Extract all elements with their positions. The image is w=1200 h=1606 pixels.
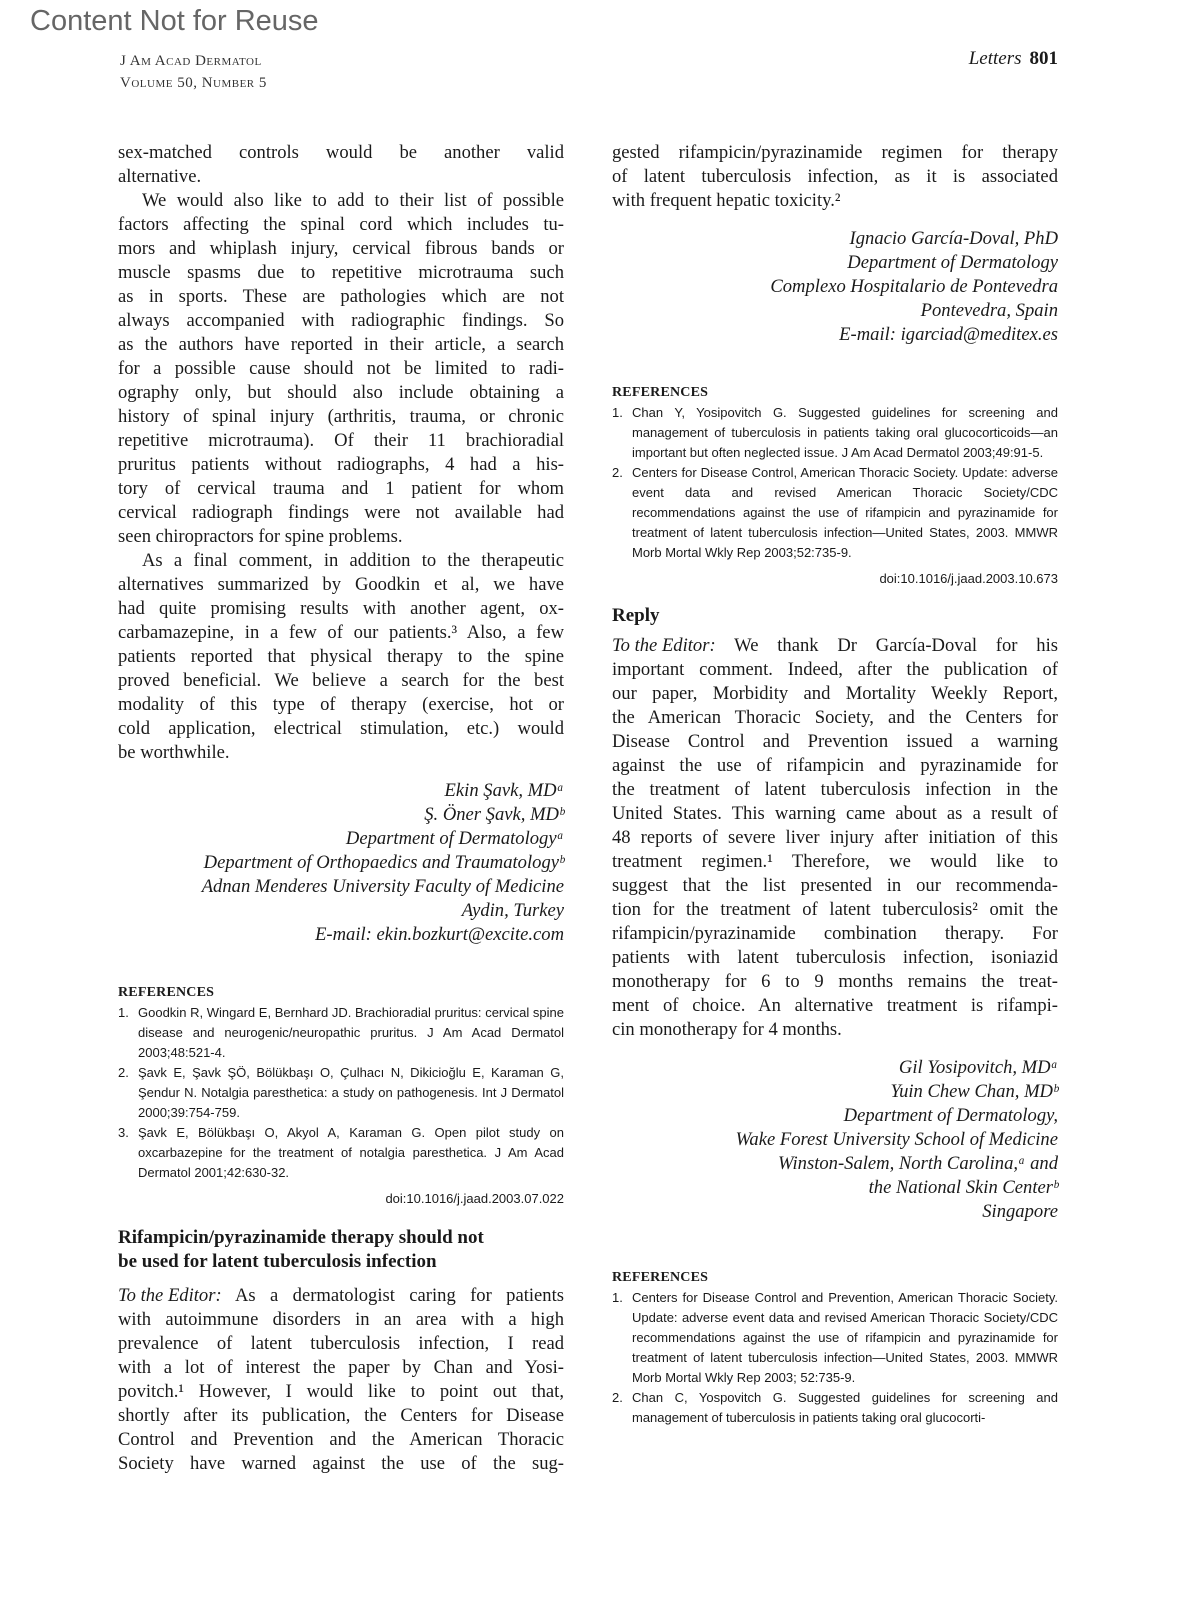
signature-line: Ekin Şavk, MDᵃ <box>444 780 564 801</box>
text-line-rest: As a dermatologist caring for patients <box>221 1285 564 1306</box>
signature-line: Yuin Chew Chan, MDᵇ <box>890 1081 1058 1102</box>
reference-text: Şavk E, Şavk ŞÖ, Bölükbaşı O, Çulhacı N, Dikicioğlu E, Karaman G, Şendur N. Notalgia paresthetica: a study on pathogenesis. Int J Dermatol 2000;39:754-759. <box>138 1065 564 1120</box>
signature-line: the National Skin Centerᵇ <box>868 1177 1058 1198</box>
signature-line: Singapore <box>982 1201 1058 1222</box>
reference-number: 2. <box>612 1390 623 1405</box>
text-line: monotherapy for 6 to 9 months remains the treat- <box>612 971 1058 992</box>
text-line: pruritus patients without radiographs, 4 had a his- <box>118 454 564 475</box>
signature-line: Department of Orthopaedics and Traumatologyᵇ <box>203 852 564 873</box>
text-line: with a lot of interest the paper by Chan and Yosi- <box>118 1357 564 1378</box>
signature <box>118 779 564 947</box>
salutation: To the Editor: <box>612 635 716 656</box>
reference-text: Centers for Disease Control, American Thoracic Society. Update: adverse event data and revised American Thoracic Society/CDC recommendations against the use of rifampicin and pyrazinamide for treatment of latent tuberculosis infection—United States, 2003. MMWR Morb Mortal Wkly Rep 2003;52:735-9. <box>632 465 1058 560</box>
paragraph <box>118 189 564 549</box>
signature-line: Department of Dermatology <box>847 252 1058 273</box>
paragraph <box>612 141 1058 213</box>
signature-line: Gil Yosipovitch, MDᵃ <box>898 1057 1058 1078</box>
reference-number: 1. <box>612 1290 623 1305</box>
text-line: with autoimmune disorders in an area with a high <box>118 1309 564 1330</box>
right-column <box>612 141 1058 1428</box>
text-line: 48 reports of severe liver injury after initiation of this <box>612 827 1058 848</box>
reference-item <box>118 1003 564 1063</box>
reference-item <box>612 403 1058 463</box>
signature-line: Department of Dermatology, <box>843 1105 1058 1126</box>
text-line: proved beneficial. We believe a search for the best <box>118 670 564 691</box>
signature-line: E-mail: ekin.bozkurt@excite.com <box>315 924 564 945</box>
article-title-line: be used for latent tuberculosis infection <box>118 1251 437 1272</box>
reference-text: Şavk E, Bölükbaşı O, Akyol A, Karaman G. Open pilot study on oxcarbazepine for the treatment of notalgia paresthetica. J Am Acad Dermatol 2001;42:630-32. <box>138 1125 564 1180</box>
signature-line: Department of Dermatologyᵃ <box>345 828 564 849</box>
references-list <box>612 1288 1058 1428</box>
reference-item <box>118 1123 564 1183</box>
text-line: povitch.¹ However, I would like to point out that, <box>118 1381 564 1402</box>
text-line: cervical radiograph findings were not available had <box>118 502 564 523</box>
text-line: patients reported that physical therapy to the spine <box>118 646 564 667</box>
journal-volume: Volume 50, Number 5 <box>120 75 267 91</box>
page-number: 801 <box>1029 48 1058 69</box>
reference-text: Chan C, Yospovitch G. Suggested guidelines for screening and management of tuberculosis in patients taking oral glucocorti- <box>632 1390 1058 1425</box>
references-heading: REFERENCES <box>612 1270 709 1285</box>
signature <box>612 1056 1058 1224</box>
reference-number: 2. <box>612 465 623 480</box>
references-heading: REFERENCES <box>118 985 215 1000</box>
text-line: treatment regimen.¹ Therefore, we would like to <box>612 851 1058 872</box>
references-list <box>612 403 1058 563</box>
text-line: cold application, electrical stimulation, etc.) would <box>118 718 564 739</box>
signature-line: Ignacio García-Doval, PhD <box>849 228 1058 249</box>
text-line: ography only, but should also include obtaining a <box>118 382 564 403</box>
signature-line: Pontevedra, Spain <box>920 300 1058 321</box>
reference-item <box>612 463 1058 563</box>
text-line: factors affecting the spinal cord which includes tu- <box>118 214 564 235</box>
signature-line: Adnan Menderes University Faculty of Medicine <box>201 876 564 897</box>
reference-text: Goodkin R, Wingard E, Bernhard JD. Brachioradial pruritus: cervical spine disease and neurogenic/neuropathic pruritus. J Am Acad Dermatol 2003;48:521-4. <box>138 1005 564 1060</box>
text-line: as the authors have reported in their article, a search <box>118 334 564 355</box>
article-title <box>118 1226 564 1274</box>
text-line: with frequent hepatic toxicity.² <box>612 190 841 211</box>
text-line: As a final comment, in addition to the therapeutic <box>142 550 564 571</box>
text-line: seen chiropractors for spine problems. <box>118 526 403 547</box>
text-line: had quite promising results with another agent, ox- <box>118 598 564 619</box>
journal-name: J Am Acad Dermatol <box>120 53 262 69</box>
paragraph <box>118 141 564 189</box>
text-line: the treatment of latent tuberculosis infection in the <box>612 779 1058 800</box>
reply-heading: Reply <box>612 605 660 626</box>
text-line: mors and whiplash injury, cervical fibrous bands or <box>118 238 564 259</box>
text-line: repetitive microtrauma). Of their 11 brachioradial <box>118 430 564 451</box>
left-column <box>118 141 564 1476</box>
signature-line: Winston-Salem, North Carolina,ᵃ and <box>778 1153 1058 1174</box>
text-line <box>612 634 1058 658</box>
watermark: Content Not for Reuse <box>30 5 319 37</box>
text-line: United States. This warning came about as a result of <box>612 803 1058 824</box>
text-line: modality of this type of therapy (exercise, hot or <box>118 694 564 715</box>
signature-line: Wake Forest University School of Medicine <box>735 1129 1058 1150</box>
reference-number: 3. <box>118 1125 129 1140</box>
signature-line: E-mail: igarciad@meditex.es <box>839 324 1058 345</box>
text-line: be worthwhile. <box>118 742 230 763</box>
text-line: alternative. <box>118 166 202 187</box>
text-line: tory of cervical trauma and 1 patient for whom <box>118 478 564 499</box>
text-line: ment of choice. An alternative treatment is rifampi- <box>612 995 1058 1016</box>
text-line: always accompanied with radiographic findings. So <box>118 310 564 331</box>
paragraph <box>612 634 1058 1042</box>
text-line: Society have warned against the use of the sug- <box>118 1453 564 1474</box>
salutation: To the Editor: <box>118 1285 222 1306</box>
signature <box>612 227 1058 347</box>
article-title-line: Rifampicin/pyrazinamide therapy should not <box>118 1227 484 1248</box>
text-line: sex-matched controls would be another valid <box>118 142 564 163</box>
section-name: Letters <box>968 48 1022 69</box>
text-line: suggest that the list presented in our recommenda- <box>612 875 1058 896</box>
signature-line: Aydin, Turkey <box>461 900 564 921</box>
text-line: the American Thoracic Society, and the Centers for <box>612 707 1058 728</box>
references-list <box>118 1003 564 1183</box>
reference-number: 2. <box>118 1065 129 1080</box>
paragraph <box>118 1284 564 1476</box>
text-line: as in sports. These are pathologies which are not <box>118 286 564 307</box>
reference-item <box>612 1288 1058 1388</box>
text-line: for a possible cause should not be limited to radi- <box>118 358 564 379</box>
text-line: of latent tuberculosis infection, as it is associated <box>612 166 1058 187</box>
running-header <box>120 50 267 94</box>
signature-line: Ş. Öner Şavk, MDᵇ <box>424 804 564 825</box>
text-line: history of spinal injury (arthritis, trauma, or chronic <box>118 406 564 427</box>
text-line: prevalence of latent tuberculosis infection, I read <box>118 1333 564 1354</box>
reference-item <box>118 1063 564 1123</box>
reference-text: Chan Y, Yosipovitch G. Suggested guidelines for screening and management of tuberculosis in patients taking oral glucocorticoids—an important but often neglected issue. J Am Acad Dermatol 2003;49:91-5. <box>632 405 1058 460</box>
doi-link[interactable]: doi:10.1016/j.jaad.2003.10.673 <box>879 571 1058 586</box>
text-line: Disease Control and Prevention issued a warning <box>612 731 1058 752</box>
reference-number: 1. <box>612 405 623 420</box>
doi-link[interactable]: doi:10.1016/j.jaad.2003.07.022 <box>385 1191 564 1206</box>
text-line: tion for the treatment of latent tuberculosis² omit the <box>612 899 1058 920</box>
reference-text: Centers for Disease Control and Prevention, American Thoracic Society. Update: adverse event data and revised American Thoracic Society/CDC recommendations against the use of rifampicin and pyrazinamide for treatment of latent tuberculosis infection—United States, 2003. MMWR Morb Mortal Wkly Rep 2003; 52:735-9. <box>632 1290 1058 1385</box>
reference-number: 1. <box>118 1005 129 1020</box>
text-line: carbamazepine, in a few of our patients.³ Also, a few <box>118 622 564 643</box>
text-line: gested rifampicin/pyrazinamide regimen for therapy <box>612 142 1058 163</box>
text-line-rest: We thank Dr García-Doval for his <box>715 635 1058 656</box>
signature-line: Complexo Hospitalario de Pontevedra <box>770 276 1058 297</box>
paragraph <box>118 549 564 765</box>
text-line: important comment. Indeed, after the publication of <box>612 659 1058 680</box>
text-line: We would also like to add to their list of possible <box>142 190 564 211</box>
text-line: our paper, Morbidity and Mortality Weekly Report, <box>612 683 1058 704</box>
text-line: patients with latent tuberculosis infection, isoniazid <box>612 947 1058 968</box>
text-line: against the use of rifampicin and pyrazinamide for <box>612 755 1058 776</box>
page-header <box>969 48 1058 70</box>
text-line: rifampicin/pyrazinamide combination therapy. For <box>612 923 1058 944</box>
text-line: alternatives summarized by Goodkin et al, we have <box>118 574 564 595</box>
text-line: muscle spasms due to repetitive microtrauma such <box>118 262 564 283</box>
reference-item <box>612 1388 1058 1428</box>
text-line <box>118 1284 564 1308</box>
text-line: Control and Prevention and the American Thoracic <box>118 1429 564 1450</box>
references-heading: REFERENCES <box>612 385 709 400</box>
text-line: shortly after its publication, the Centers for Disease <box>118 1405 564 1426</box>
text-line: cin monotherapy for 4 months. <box>612 1019 842 1040</box>
